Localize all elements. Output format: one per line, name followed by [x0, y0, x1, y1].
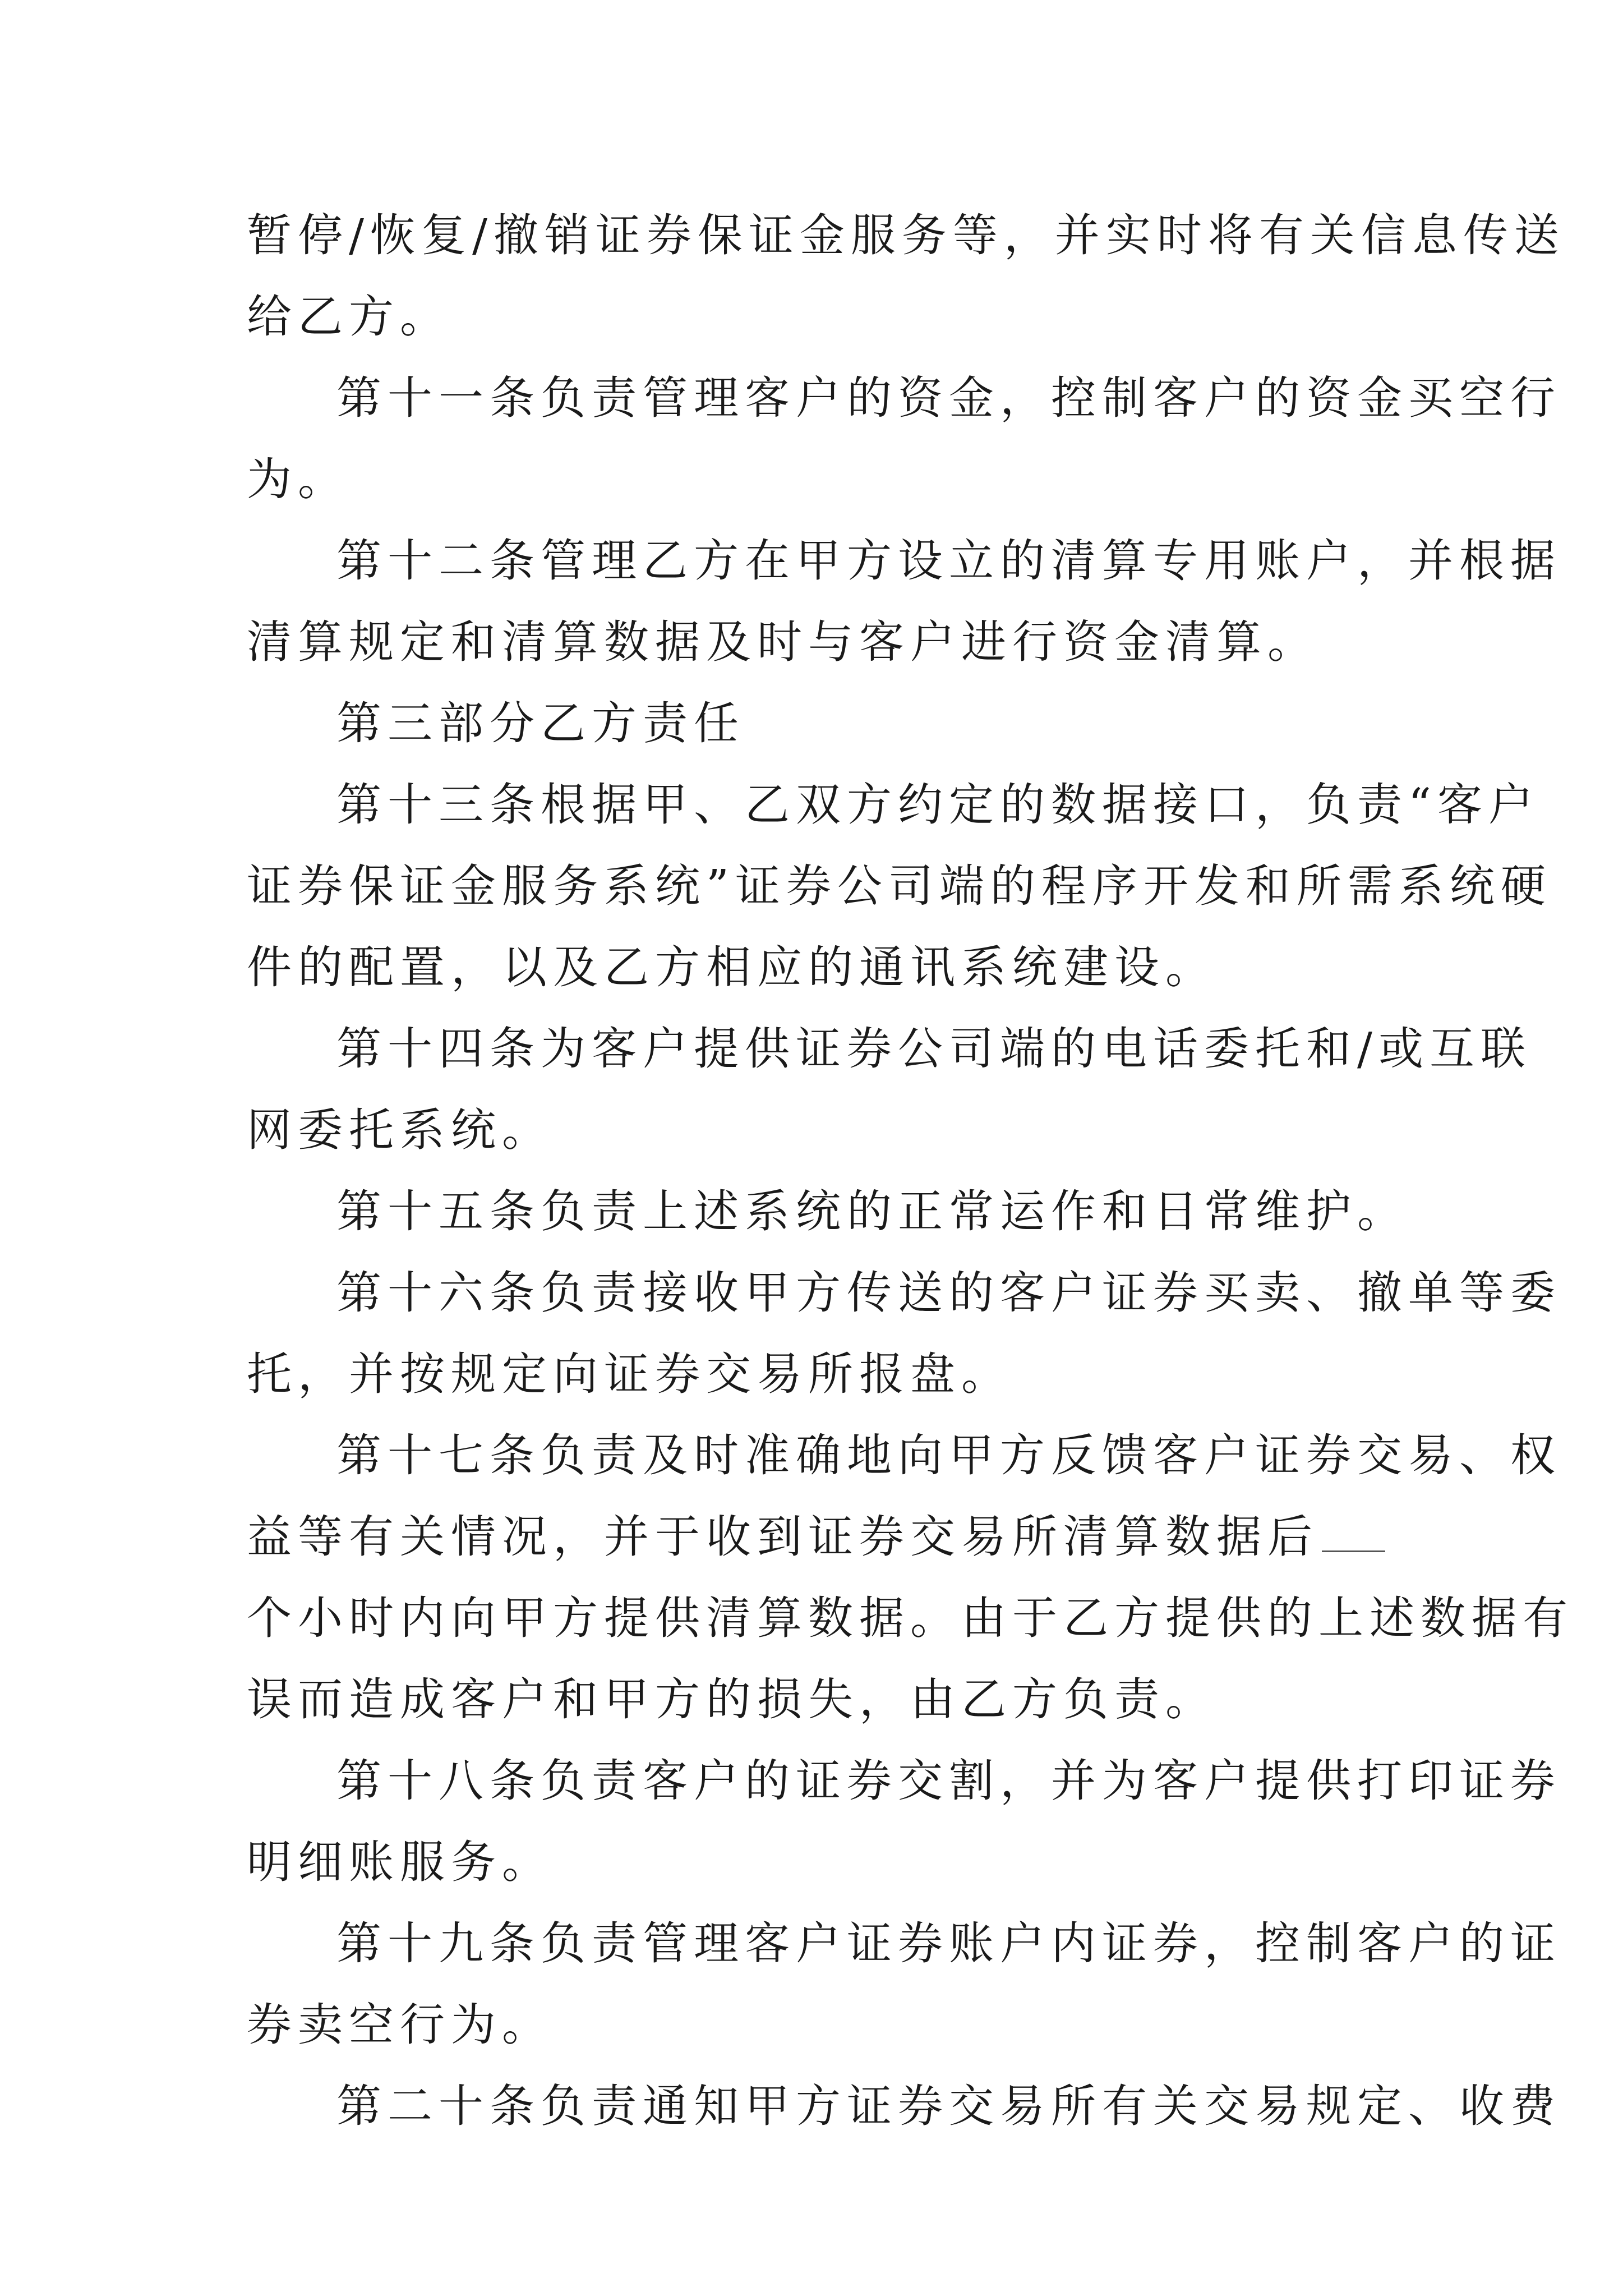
text-line: 误而造成客户和甲方的损失，由乙方负责。	[247, 1673, 1216, 1726]
text-line-with-blank	[247, 1501, 1385, 1573]
text-line: 为。	[247, 453, 349, 505]
text-line: 券卖空行为。	[247, 1999, 553, 2051]
section-heading: 第三部分乙方责任	[336, 697, 745, 749]
fill-in-blank[interactable]	[1322, 1517, 1385, 1552]
text-line: 清算规定和清算数据及时与客户进行资金清算。	[247, 616, 1318, 668]
text-line: 网委托系统。	[247, 1104, 553, 1156]
article-11: 第十一条负责管理客户的资金，控制客户的资金买空行	[336, 372, 1561, 424]
article-16: 第十六条负责接收甲方传送的客户证券买卖、撤单等委	[336, 1267, 1561, 1319]
text-line: 个小时内向甲方提供清算数据。由于乙方提供的上述数据有	[247, 1592, 1574, 1644]
article-15: 第十五条负责上述系统的正常运作和日常维护。	[336, 1185, 1408, 1237]
text-line: 给乙方。	[247, 291, 451, 343]
text-line: 托，并按规定向证券交易所报盘。	[247, 1348, 1012, 1400]
article-17: 第十七条负责及时准确地向甲方反馈客户证券交易、权	[336, 1429, 1561, 1481]
article-20: 第二十条负责通知甲方证券交易所有关交易规定、收费	[336, 2080, 1561, 2132]
article-14: 第十四条为客户提供证券公司端的电话委托和/或互联	[336, 1023, 1532, 1075]
article-12: 第十二条管理乙方在甲方设立的清算专用账户，并根据	[336, 535, 1561, 587]
text-line: 明细账服务。	[247, 1836, 553, 1888]
article-13: 第十三条根据甲、乙双方约定的数据接口，负责“客户	[336, 779, 1539, 831]
text-line: 暂停/恢复/撤销证券保证金服务等，并实时将有关信息传送	[247, 209, 1565, 261]
text-segment: 益等有关情况，并于收到证券交易所清算数据后	[247, 1511, 1318, 1563]
article-19: 第十九条负责管理客户证券账户内证券，控制客户的证	[336, 1917, 1561, 1970]
article-18: 第十八条负责客户的证券交割，并为客户提供打印证券	[336, 1755, 1561, 1807]
text-line: 件的配置，以及乙方相应的通讯系统建设。	[247, 941, 1216, 993]
text-line: 证券保证金服务系统”证券公司端的程序开发和所需系统硬	[247, 860, 1552, 912]
